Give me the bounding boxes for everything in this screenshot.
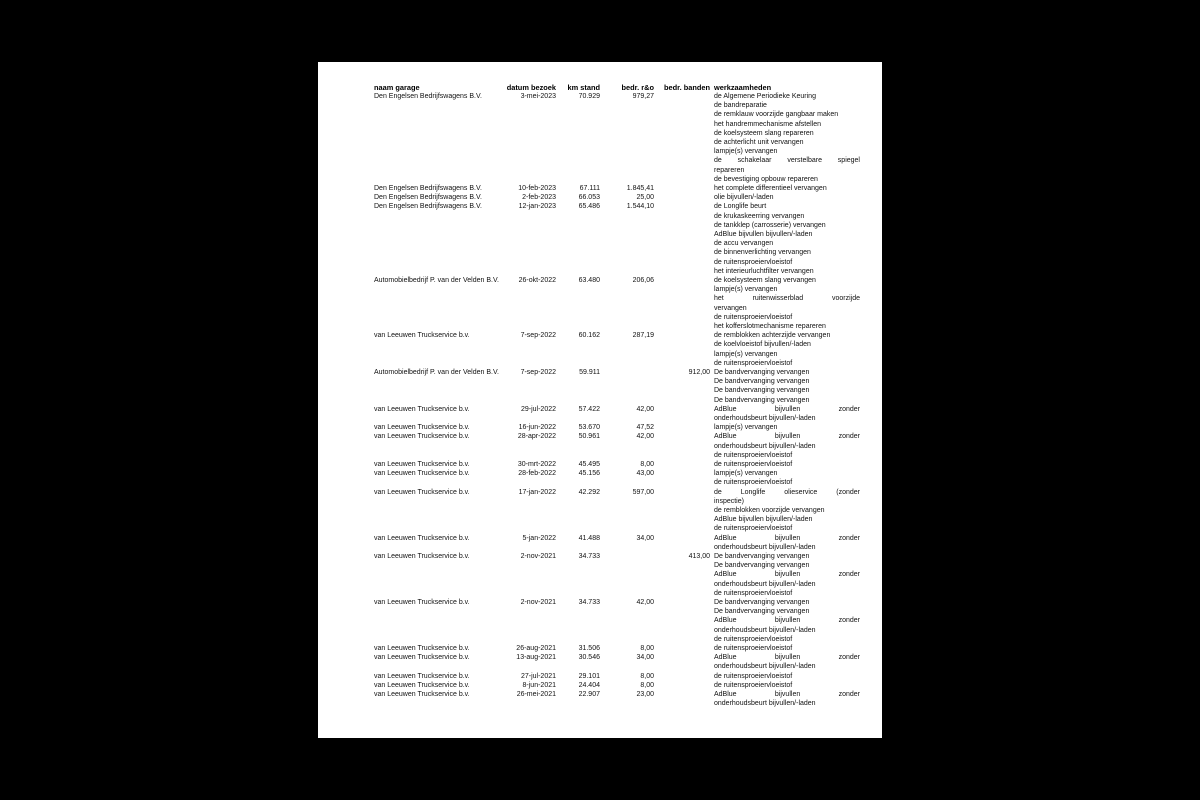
werkzaamheid-line: lampje(s) vervangen bbox=[714, 350, 778, 358]
werkzaamheid-line: De bandvervanging vervangen bbox=[714, 562, 810, 570]
cell-bedrag-ro: 8,00 bbox=[640, 645, 654, 652]
cell-km-stand: 31.506 bbox=[578, 645, 600, 652]
werkzaamheid-line: onderhoudsbeurt bijvullen/-laden bbox=[714, 414, 816, 422]
cell-bedrag-ro: 1.845,41 bbox=[626, 185, 654, 192]
cell-km-stand: 60.162 bbox=[578, 332, 600, 340]
cell-werkzaamheden bbox=[714, 644, 860, 653]
cell-werkzaamheden bbox=[714, 368, 860, 405]
cell-naam-garage: van Leeuwen Truckservice b.v. bbox=[374, 599, 470, 606]
werkzaamheid-line: De bandvervanging vervangen bbox=[714, 608, 810, 616]
werkzaamheid-line: de binnenverlichting vervangen bbox=[714, 249, 811, 257]
werkzaamheid-line: AdBlue bijvullen zonder bbox=[714, 691, 860, 698]
cell-werkzaamheden bbox=[714, 672, 860, 681]
werkzaamheid-line: de ruitensproeiervloeistof bbox=[714, 635, 793, 643]
cell-naam-garage: van Leeuwen Truckservice b.v. bbox=[374, 672, 470, 680]
cell-bedrag-ro: 43,00 bbox=[636, 470, 654, 478]
cell-werkzaamheden bbox=[714, 469, 860, 487]
cell-km-stand: 53.670 bbox=[578, 424, 600, 432]
werkzaamheid-line: AdBlue bijvullen zonder bbox=[714, 654, 860, 662]
werkzaamheid-line: de ruitensproeiervloeistof bbox=[714, 461, 793, 468]
cell-bedrag-ro: 34,00 bbox=[636, 654, 654, 662]
cell-werkzaamheden bbox=[714, 690, 860, 708]
werkzaamheid-line: inspectie) bbox=[714, 497, 744, 505]
werkzaamheid-line: de remblokken achterzijde vervangen bbox=[714, 332, 831, 340]
werkzaamheid-line: AdBlue bijvullen zonder bbox=[714, 405, 860, 413]
cell-werkzaamheden bbox=[714, 184, 860, 193]
cell-naam-garage: van Leeuwen Truckservice b.v. bbox=[374, 691, 470, 698]
werkzaamheid-line: AdBlue bijvullen bijvullen/-laden bbox=[714, 230, 813, 238]
cell-werkzaamheden bbox=[714, 488, 860, 534]
werkzaamheid-line: de ruitensproeiervloeistof bbox=[714, 313, 793, 321]
cell-naam-garage: van Leeuwen Truckservice b.v. bbox=[374, 470, 470, 478]
cell-werkzaamheden bbox=[714, 276, 860, 331]
werkzaamheid-line: de ruitensproeiervloeistof bbox=[714, 451, 793, 459]
werkzaamheid-line: De bandvervanging vervangen bbox=[714, 378, 810, 386]
werkzaamheid-line: lampje(s) vervangen bbox=[714, 286, 778, 294]
header-km-stand: km stand bbox=[567, 83, 600, 92]
werkzaamheid-line: de Longlife beurt bbox=[714, 203, 767, 211]
werkzaamheid-line: de tankklep (carrosserie) vervangen bbox=[714, 221, 826, 229]
cell-naam-garage: Den Engelsen Bedrijfswagens B.V. bbox=[374, 194, 482, 202]
werkzaamheid-line: het ruitenwisserblad voorzijde bbox=[714, 295, 860, 303]
cell-naam-garage: van Leeuwen Truckservice b.v. bbox=[374, 488, 470, 496]
cell-bedrag-ro: 25,00 bbox=[636, 194, 654, 202]
cell-werkzaamheden bbox=[714, 423, 860, 432]
werkzaamheid-line: de krukaskeerring vervangen bbox=[714, 212, 805, 220]
cell-werkzaamheden bbox=[714, 598, 860, 644]
werkzaamheid-line: De bandvervanging vervangen bbox=[714, 369, 810, 376]
cell-datum-bezoek: 16-jun-2022 bbox=[518, 424, 556, 432]
werkzaamheid-line: de koelsysteem slang vervangen bbox=[714, 277, 816, 284]
werkzaamheid-line: de ruitensproeiervloeistof bbox=[714, 525, 793, 533]
werkzaamheid-line: de ruitensproeiervloeistof bbox=[714, 589, 793, 597]
cell-bedrag-ro: 287,19 bbox=[632, 332, 654, 340]
cell-werkzaamheden bbox=[714, 193, 860, 202]
cell-datum-bezoek: 26-aug-2021 bbox=[516, 645, 556, 652]
cell-bedrag-ro: 42,00 bbox=[636, 433, 654, 441]
cell-werkzaamheden bbox=[714, 432, 860, 460]
cell-bedrag-ro: 206,06 bbox=[632, 277, 654, 284]
werkzaamheid-line: het interieurluchtfilter vervangen bbox=[714, 267, 814, 275]
cell-naam-garage: van Leeuwen Truckservice b.v. bbox=[374, 654, 470, 662]
cell-naam-garage: Automobielbedrijf P. van der Velden B.V. bbox=[374, 277, 499, 284]
cell-datum-bezoek: 13-aug-2021 bbox=[516, 654, 556, 662]
cell-bedrag-ro: 34,00 bbox=[636, 534, 654, 542]
cell-naam-garage: van Leeuwen Truckservice b.v. bbox=[374, 433, 470, 441]
cell-km-stand: 63.480 bbox=[578, 277, 600, 284]
werkzaamheid-line: de ruitensproeiervloeistof bbox=[714, 681, 793, 689]
werkzaamheid-line: de schakelaar verstelbare spiegel bbox=[714, 157, 860, 165]
werkzaamheid-line: de ruitensproeiervloeistof bbox=[714, 672, 793, 680]
cell-km-stand: 67.111 bbox=[579, 185, 600, 192]
werkzaamheid-line: de ruitensproeiervloeistof bbox=[714, 645, 793, 652]
cell-naam-garage: Den Engelsen Bedrijfswagens B.V. bbox=[374, 185, 482, 192]
cell-bedrag-ro: 597,00 bbox=[632, 488, 654, 496]
cell-km-stand: 22.907 bbox=[578, 691, 600, 698]
werkzaamheid-line: De bandvervanging vervangen bbox=[714, 387, 810, 395]
cell-naam-garage: van Leeuwen Truckservice b.v. bbox=[374, 332, 470, 340]
werkzaamheid-line: het handremmechanisme afstellen bbox=[714, 120, 822, 128]
cell-bedrag-ro: 8,00 bbox=[640, 461, 654, 468]
cell-km-stand: 45.495 bbox=[578, 461, 600, 468]
cell-werkzaamheden bbox=[714, 331, 860, 368]
cell-werkzaamheden bbox=[714, 92, 860, 184]
cell-km-stand: 45.156 bbox=[578, 470, 600, 478]
document-page bbox=[318, 62, 882, 738]
cell-werkzaamheden bbox=[714, 405, 860, 423]
werkzaamheid-line: de bandreparatie bbox=[714, 102, 767, 110]
cell-datum-bezoek: 28-feb-2022 bbox=[518, 470, 556, 478]
werkzaamheid-line: de ruitensproeiervloeistof bbox=[714, 258, 793, 266]
cell-werkzaamheden bbox=[714, 202, 860, 276]
cell-werkzaamheden bbox=[714, 653, 860, 671]
werkzaamheid-line: de Algemene Periodieke Keuring bbox=[714, 93, 816, 100]
werkzaamheid-line: AdBlue bijvullen zonder bbox=[714, 534, 860, 542]
werkzaamheid-line: de ruitensproeiervloeistof bbox=[714, 359, 793, 367]
cell-km-stand: 70.929 bbox=[578, 93, 600, 100]
cell-bedrag-ro: 8,00 bbox=[640, 681, 654, 689]
werkzaamheid-line: De bandvervanging vervangen bbox=[714, 553, 810, 560]
werkzaamheid-line: de bevestiging opbouw repareren bbox=[714, 175, 818, 183]
werkzaamheid-line: de koelvloeistof bijvullen/-laden bbox=[714, 341, 811, 349]
werkzaamheid-line: de achterlicht unit vervangen bbox=[714, 138, 804, 146]
cell-km-stand: 41.488 bbox=[578, 534, 600, 542]
cell-datum-bezoek: 7-sep-2022 bbox=[520, 369, 556, 376]
cell-werkzaamheden bbox=[714, 460, 860, 469]
cell-bedrag-ro: 23,00 bbox=[636, 691, 654, 698]
cell-naam-garage: Den Engelsen Bedrijfswagens B.V. bbox=[374, 203, 482, 211]
werkzaamheid-line: repareren bbox=[714, 166, 745, 174]
cell-werkzaamheden bbox=[714, 552, 860, 598]
werkzaamheid-line: onderhoudsbeurt bijvullen/-laden bbox=[714, 626, 816, 634]
werkzaamheid-line: de remklauw voorzijde gangbaar maken bbox=[714, 111, 839, 119]
cell-werkzaamheden bbox=[714, 534, 860, 552]
werkzaamheid-line: vervangen bbox=[714, 304, 747, 312]
cell-km-stand: 66.053 bbox=[578, 194, 600, 202]
header-werkzaamheden: werkzaamheden bbox=[714, 83, 772, 92]
werkzaamheid-line: lampje(s) vervangen bbox=[714, 470, 778, 478]
cell-km-stand: 65.486 bbox=[578, 203, 600, 211]
header-bedrag-banden: bedr. banden bbox=[664, 83, 710, 92]
werkzaamheid-line: De bandvervanging vervangen bbox=[714, 599, 810, 606]
cell-naam-garage: van Leeuwen Truckservice b.v. bbox=[374, 534, 470, 542]
cell-naam-garage: van Leeuwen Truckservice b.v. bbox=[374, 645, 470, 652]
cell-datum-bezoek: 26-mei-2021 bbox=[516, 691, 556, 698]
werkzaamheid-line: het kofferslotmechanisme repareren bbox=[714, 322, 826, 330]
cell-bedrag-ro: 42,00 bbox=[636, 405, 654, 413]
cell-datum-bezoek: 7-sep-2022 bbox=[520, 332, 556, 340]
cell-km-stand: 50.961 bbox=[578, 433, 600, 441]
cell-bedrag-banden: 912,00 bbox=[688, 369, 710, 376]
cell-datum-bezoek: 28-apr-2022 bbox=[517, 433, 556, 441]
cell-datum-bezoek: 30-mrt-2022 bbox=[517, 461, 556, 468]
cell-naam-garage: van Leeuwen Truckservice b.v. bbox=[374, 424, 470, 432]
cell-datum-bezoek: 5-jan-2022 bbox=[522, 534, 556, 542]
cell-km-stand: 29.101 bbox=[578, 672, 600, 680]
cell-km-stand: 57.422 bbox=[578, 405, 600, 413]
werkzaamheid-line: de ruitensproeiervloeistof bbox=[714, 479, 793, 487]
cell-bedrag-ro: 8,00 bbox=[640, 672, 654, 680]
cell-km-stand: 24.404 bbox=[578, 681, 600, 689]
werkzaamheid-line: de koelsysteem slang repareren bbox=[714, 129, 814, 137]
cell-naam-garage: van Leeuwen Truckservice b.v. bbox=[374, 553, 470, 560]
cell-datum-bezoek: 8-jun-2021 bbox=[522, 681, 556, 689]
werkzaamheid-line: onderhoudsbeurt bijvullen/-laden bbox=[714, 663, 816, 671]
cell-bedrag-ro: 1.544,10 bbox=[626, 203, 654, 211]
cell-datum-bezoek: 10-feb-2023 bbox=[518, 185, 556, 192]
werkzaamheid-line: AdBlue bijvullen zonder bbox=[714, 617, 860, 625]
cell-datum-bezoek: 2-nov-2021 bbox=[520, 553, 556, 560]
werkzaamheid-line: lampje(s) vervangen bbox=[714, 424, 778, 432]
cell-datum-bezoek: 12-jan-2023 bbox=[518, 203, 556, 211]
cell-datum-bezoek: 26-okt-2022 bbox=[518, 277, 556, 284]
cell-werkzaamheden bbox=[714, 681, 860, 690]
werkzaamheid-line: onderhoudsbeurt bijvullen/-laden bbox=[714, 700, 816, 708]
cell-bedrag-banden: 413,00 bbox=[688, 553, 710, 560]
werkzaamheid-line: onderhoudsbeurt bijvullen/-laden bbox=[714, 442, 816, 450]
header-bedrag-ro: bedr. r&o bbox=[621, 83, 654, 92]
cell-km-stand: 34.733 bbox=[578, 553, 600, 560]
werkzaamheid-line: de remblokken voorzijde vervangen bbox=[714, 506, 825, 514]
cell-datum-bezoek: 29-jul-2022 bbox=[520, 405, 556, 413]
werkzaamheid-line: AdBlue bijvullen zonder bbox=[714, 433, 860, 441]
cell-naam-garage: van Leeuwen Truckservice b.v. bbox=[374, 681, 470, 689]
cell-km-stand: 34.733 bbox=[578, 599, 600, 606]
cell-bedrag-ro: 979,27 bbox=[632, 93, 654, 100]
cell-km-stand: 30.546 bbox=[578, 654, 600, 662]
cell-naam-garage: Den Engelsen Bedrijfswagens B.V. bbox=[374, 93, 482, 100]
cell-naam-garage: van Leeuwen Truckservice b.v. bbox=[374, 405, 470, 413]
werkzaamheid-line: olie bijvullen/-laden bbox=[714, 194, 774, 202]
cell-km-stand: 59.911 bbox=[579, 369, 600, 376]
header-naam-garage: naam garage bbox=[374, 83, 420, 92]
cell-datum-bezoek: 2-feb-2023 bbox=[522, 194, 556, 202]
werkzaamheid-line: het complete differentieel vervangen bbox=[714, 185, 827, 192]
cell-bedrag-ro: 42,00 bbox=[636, 599, 654, 606]
werkzaamheid-line: onderhoudsbeurt bijvullen/-laden bbox=[714, 543, 816, 551]
werkzaamheid-line: lampje(s) vervangen bbox=[714, 148, 778, 156]
werkzaamheid-line: De bandvervanging vervangen bbox=[714, 396, 810, 404]
cell-datum-bezoek: 3-mei-2023 bbox=[520, 93, 556, 100]
cell-bedrag-ro: 47,52 bbox=[636, 424, 654, 432]
werkzaamheid-line: de accu vervangen bbox=[714, 240, 774, 248]
werkzaamheid-line: de Longlife olieservice (zonder bbox=[714, 488, 860, 496]
werkzaamheid-line: AdBlue bijvullen zonder bbox=[714, 571, 860, 579]
werkzaamheid-line: AdBlue bijvullen bijvullen/-laden bbox=[714, 516, 813, 524]
cell-km-stand: 42.292 bbox=[578, 488, 600, 496]
header-datum-bezoek: datum bezoek bbox=[506, 83, 556, 92]
cell-datum-bezoek: 27-jul-2021 bbox=[520, 672, 556, 680]
cell-naam-garage: Automobielbedrijf P. van der Velden B.V. bbox=[374, 369, 499, 376]
cell-naam-garage: van Leeuwen Truckservice b.v. bbox=[374, 461, 470, 468]
werkzaamheid-line: onderhoudsbeurt bijvullen/-laden bbox=[714, 580, 816, 588]
cell-datum-bezoek: 17-jan-2022 bbox=[518, 488, 556, 496]
cell-datum-bezoek: 2-nov-2021 bbox=[520, 599, 556, 606]
